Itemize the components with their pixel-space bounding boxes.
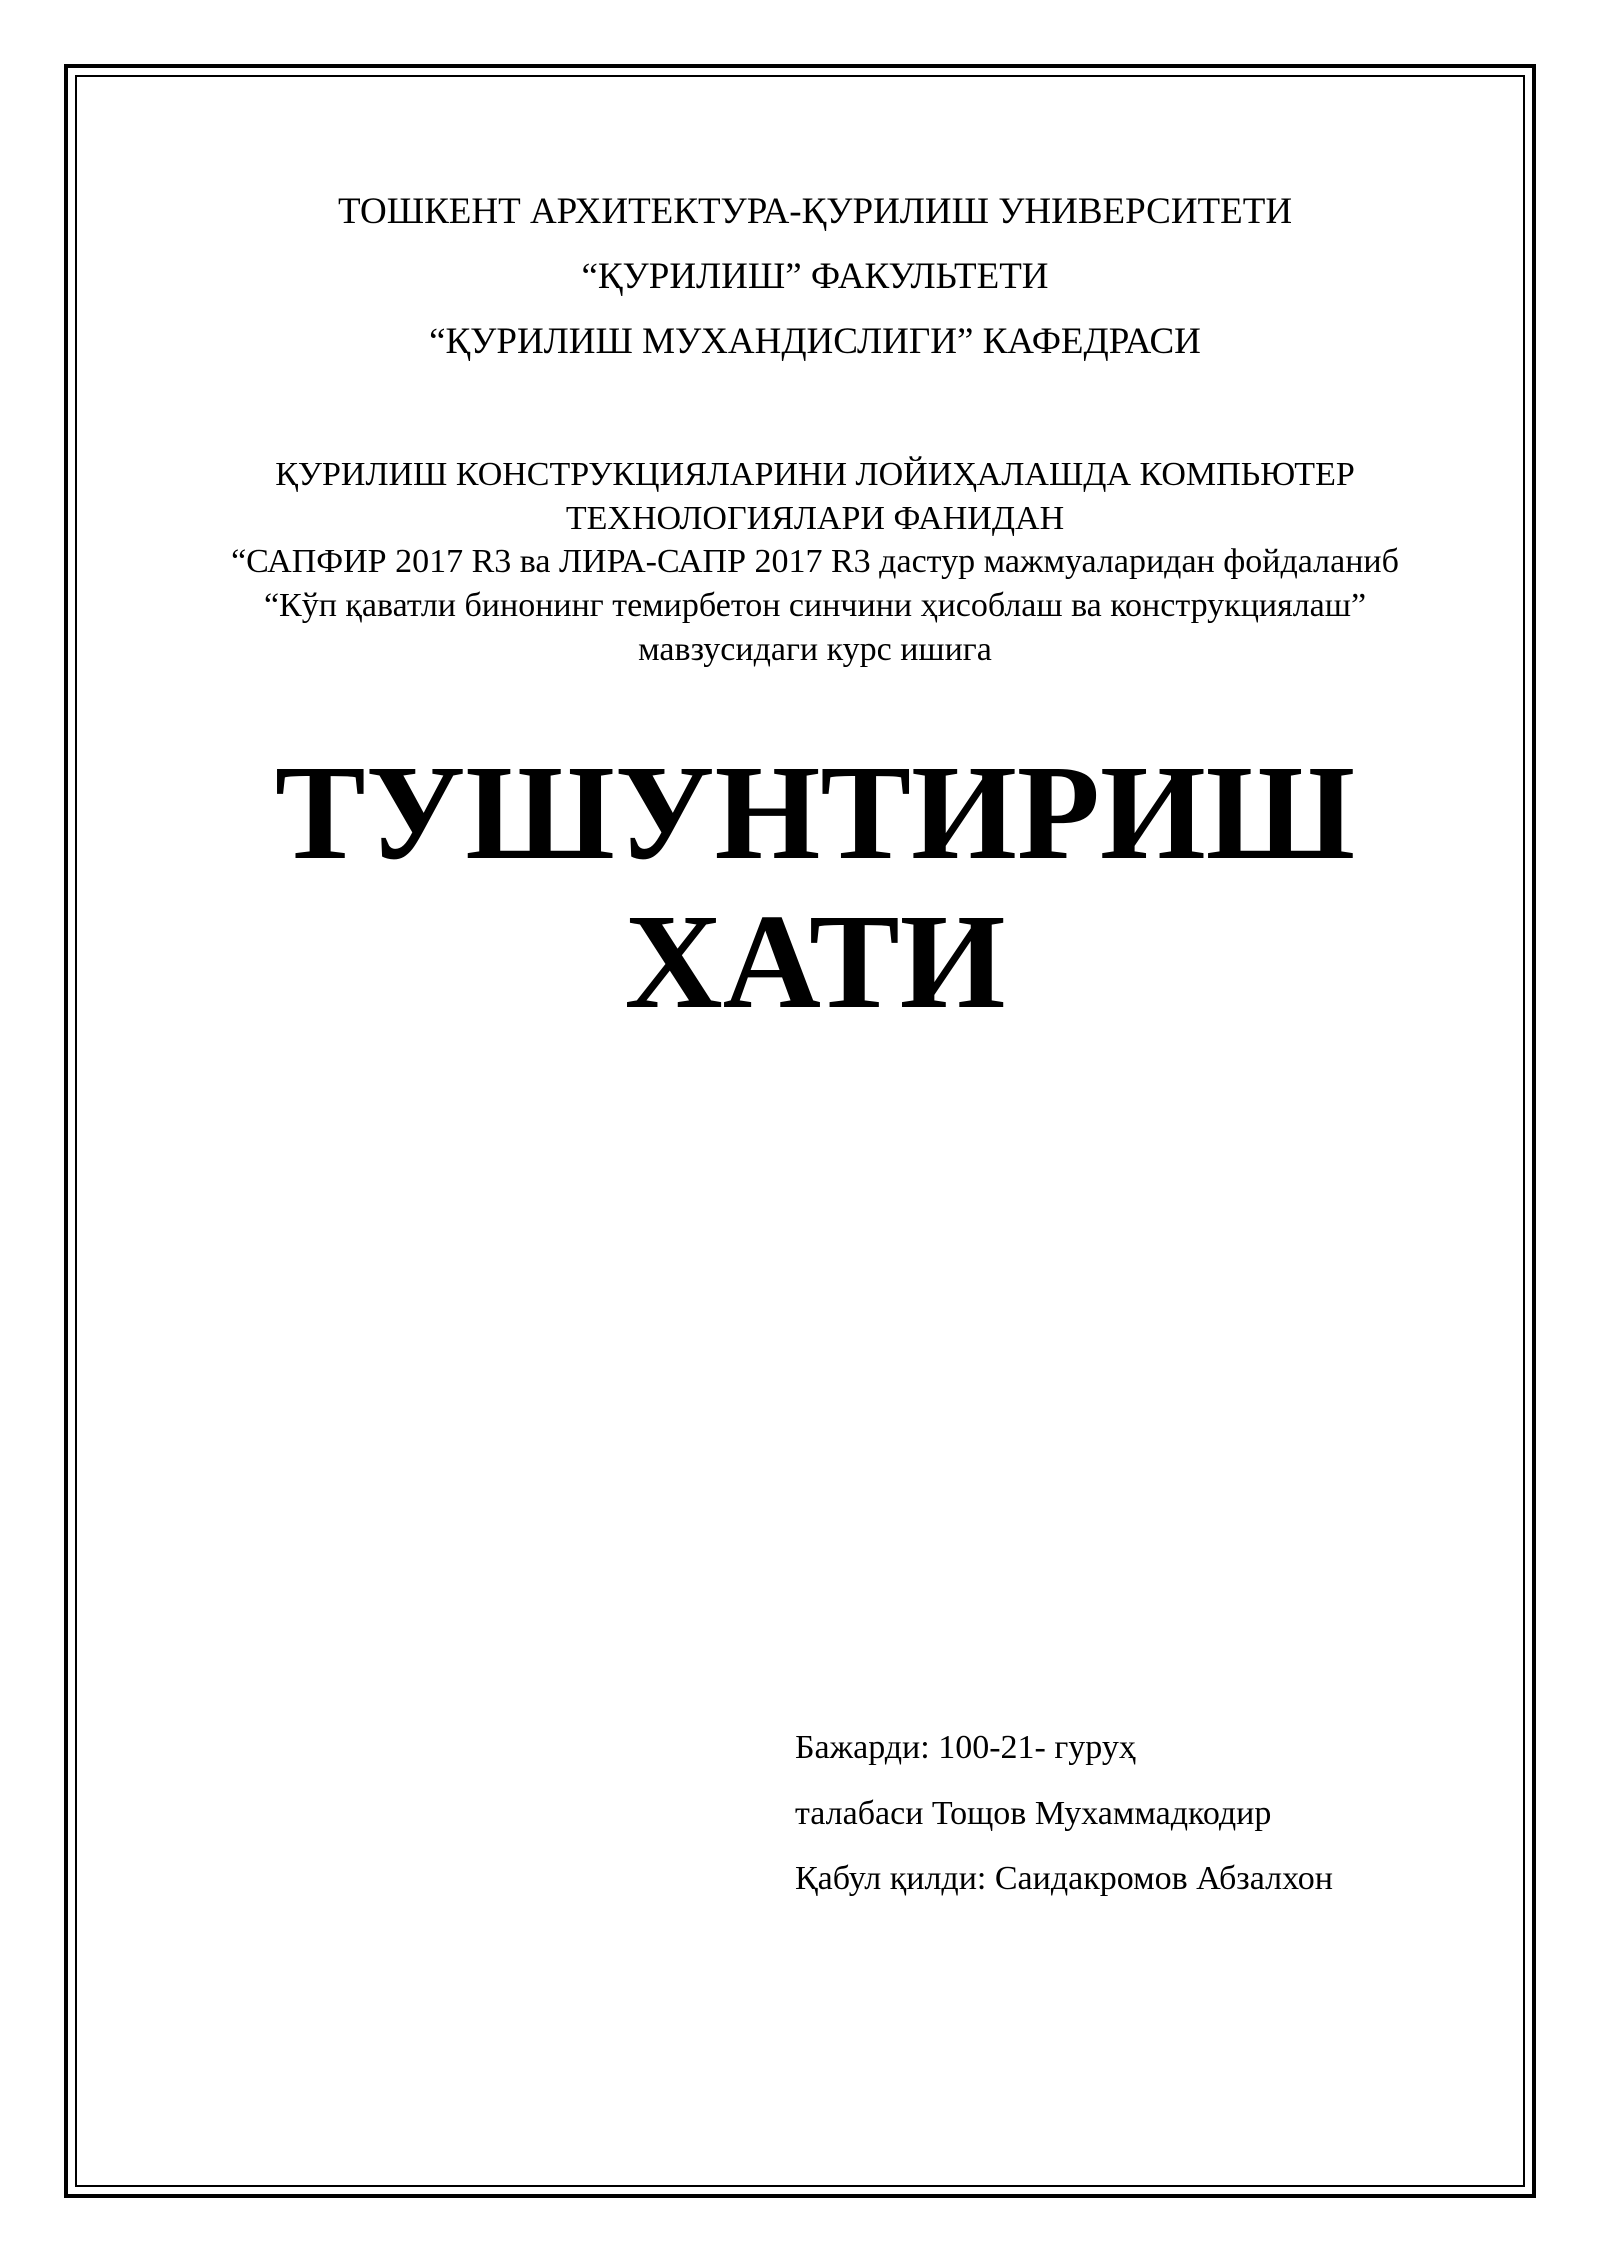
student-name: талабаси Тощов Мухаммадкодир	[795, 1795, 1272, 1832]
subject-line-5: мавзусидаги курс ишига	[638, 631, 992, 668]
university-name: ТОШКЕНТ АРХИТЕКТУРА-ҚУРИЛИШ УНИВЕРСИТЕТИ	[337, 191, 1293, 232]
subject-line-1: ҚУРИЛИШ КОНСТРУКЦИЯЛАРИНИ ЛОЙИҲАЛАШДА КОМПЬЮТЕР	[275, 456, 1355, 493]
document-title-line-2: ХАТИ	[624, 887, 1006, 1037]
subject-line-2: ТЕХНОЛОГИЯЛАРИ ФАНИДАН	[565, 500, 1065, 537]
subject-line-3: “САПФИР 2017 R3 ва ЛИРА-САПР 2017 R3 дастур мажмуаларидан фойдаланиб	[231, 543, 1399, 580]
accepted-by: Қабул қилди: Саидакромов Абзалхон	[795, 1860, 1333, 1897]
performed-by: Бажарди: 100-21- гуруҳ	[795, 1729, 1136, 1766]
department-name: “ҚУРИЛИШ МУХАНДИСЛИГИ” КАФЕДРАСИ	[429, 321, 1201, 362]
faculty-name: “ҚУРИЛИШ” ФАКУЛЬТЕТИ	[581, 256, 1049, 297]
subject-line-4: “Кўп қаватли бинонинг темирбетон синчини ҳисоблаш ва конструкциялаш”	[263, 587, 1367, 624]
document-title-line-1: ТУШУНТИРИШ	[274, 738, 1356, 888]
